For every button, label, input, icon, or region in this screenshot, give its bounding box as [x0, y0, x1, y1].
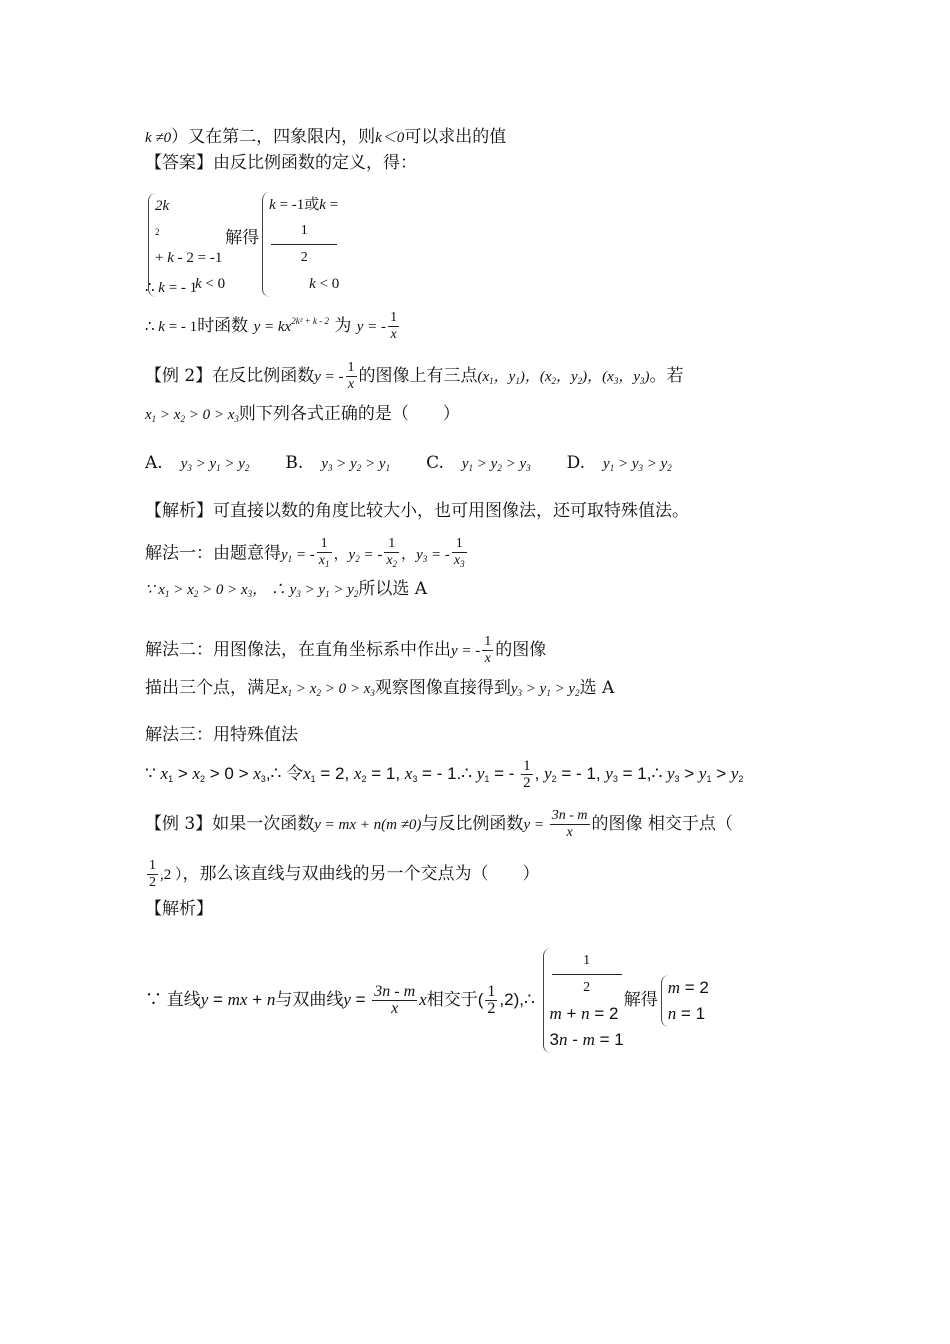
analysis-text: 可直接以数的角度比较大小，也可用图像法，还可取特殊值法。: [213, 501, 689, 521]
system-1: 2k 2 + k - 2 = -1 k < 0: [148, 193, 225, 297]
system-2: k = -1或k = 1 2 k < 0: [262, 192, 339, 297]
option-a[interactable]: A.: [145, 453, 163, 473]
example-3-line-2: $\frac{1}{2}$ ,2 ），那么该直线与双曲线的另一个交点为（ ）: [149, 858, 540, 890]
method-2-text-a: 描出三个点，满足: [145, 678, 281, 698]
final-system-1: 1 2 m + n = 2 3n - m = 1: [543, 948, 624, 1053]
method-3-formula: ∵ x1 > x2 > 0 > x3,∴ 令x1 = 2, x2 = 1, x3 = - 1.∴ y1 = - $\frac{1}{2}$ , y2 = - 1, y3 = 1,∴ y3 > y1 > y2: [145, 758, 744, 791]
line-condition: [145, 126, 506, 149]
example-2-label: 【例 2】: [145, 366, 213, 386]
math-k-lt-0: k＜0: [375, 130, 405, 146]
ex3-text-b: 与反比例函数: [421, 814, 524, 834]
analysis-label: 【解析】: [145, 501, 213, 521]
condition-tail: 可以求出的值: [404, 127, 507, 147]
method-2-line: 解法二：用图像法，在直角坐标系中作出y = - $\frac{1}{x}$ 的图像: [145, 634, 547, 666]
method-1-conclusion: ∵ $x_1 > x_2 > 0 > x_3$， ∴ $y_3 > y_1 > y_2$所以选 A: [145, 579, 428, 599]
example-3-label: 【例 3】: [145, 814, 213, 834]
option-c[interactable]: C.: [426, 453, 444, 473]
final-text-a: ∵ 直线: [145, 989, 201, 1009]
answer-label: 【答案】: [145, 153, 213, 173]
method-2-tail: 的图像: [495, 640, 547, 660]
ex3-text-c: 的图像 相交于点（: [591, 814, 733, 834]
ex2-text-a: 在反比例函数: [212, 366, 315, 386]
final-text-b: 与双曲线: [275, 989, 344, 1009]
final-system-2: m = 2 n = 1: [661, 975, 709, 1027]
ex2-text-c: 。若: [649, 366, 684, 386]
method-3-label: 解法三：用特殊值法: [145, 725, 298, 745]
ex3-text-a: 如果一次函数: [212, 814, 315, 834]
method-1-line: 解法一：由题意得$y_1$ = - $\frac{1}{x_1}$ ，$y_2$ = - $\frac{1}{x_2}$ ，$y_3$ = - $\frac{1}{x_3}$: [145, 536, 465, 569]
method-1-label: 解法一：由题意得: [145, 543, 281, 564]
example-3-line: 【例 3】如果一次函数y = mx + n(m ≠0)与反比例函数y = $\frac{3n - m}{x}$ 的图像 相交于点（: [145, 808, 733, 840]
option-b[interactable]: B.: [285, 453, 304, 473]
method-1-tail: 所以选 A: [358, 579, 428, 599]
method-2-text-c: 选 A: [579, 678, 615, 698]
therefore-2: ∴ k = - 1时函数 $y = kx^{2k^2 + k - 2}$ 为 y = - $\frac{1}{x}$: [145, 310, 398, 342]
final-text-d: 解得: [623, 989, 658, 1009]
answer-line: [145, 152, 417, 174]
analysis-2-label: 【解析】: [145, 899, 213, 919]
final-text-c: 相交于: [426, 989, 478, 1009]
example-2-condition: $x_1 > x_2 > 0 > x_3$则下列各式正确的是（ ）: [145, 404, 460, 424]
ex2-cond-tail: 则下列各式正确的是（ ）: [238, 404, 460, 424]
ex2-text-b: 的图像上有三点: [358, 366, 478, 386]
math-k-neq-0: k ≠0: [145, 130, 172, 146]
example-2-line: 【例 2】在反比例函数y = - $\frac{1}{x}$ 的图像上有三点($x_1$，$y_1$)，($x_2$，$y_2$)，($x_3$，$y_3$)。若: [145, 360, 684, 392]
method-2-label: 解法二：用图像法，在直角坐标系中作出: [145, 640, 451, 660]
solve-word: 解得: [225, 228, 260, 248]
answer-text: 由反比例函数的定义，得：: [213, 153, 417, 173]
condition-text: ）又在第二，四象限内，则: [171, 127, 376, 147]
options-line: A. $y_3 > y_1 > y_2$ B. $y_3 > y_2 > y_1$ C. $y_1 > y_2 > y_3$ D. $y_1 > y_3 > y_2$: [145, 453, 672, 473]
analysis-line: [145, 500, 689, 522]
option-d[interactable]: D.: [566, 453, 586, 473]
final-line: ∵ 直线y = mx + n与双曲线y = $\frac{3n - m}{x}$ x相交于( $\frac{1}{2}$ ,2),∴ 1 2 m + n = 2 3n - m = 1 解得 m = 2 n = 1: [145, 948, 709, 1053]
fraction-half: 1 2: [271, 218, 337, 271]
method-2-line-2: 描出三个点，满足$x_1 > x_2 > 0 > x_3$观察图像直接得到$y_3 > y_1 > y_2$选 A: [145, 678, 615, 698]
method-2-text-b: 观察图像直接得到: [374, 678, 511, 698]
therefore-1: ∴ k = - 1: [145, 280, 198, 296]
ex3-line-2: ，那么该直线与双曲线的另一个交点为（ ）: [182, 864, 540, 884]
